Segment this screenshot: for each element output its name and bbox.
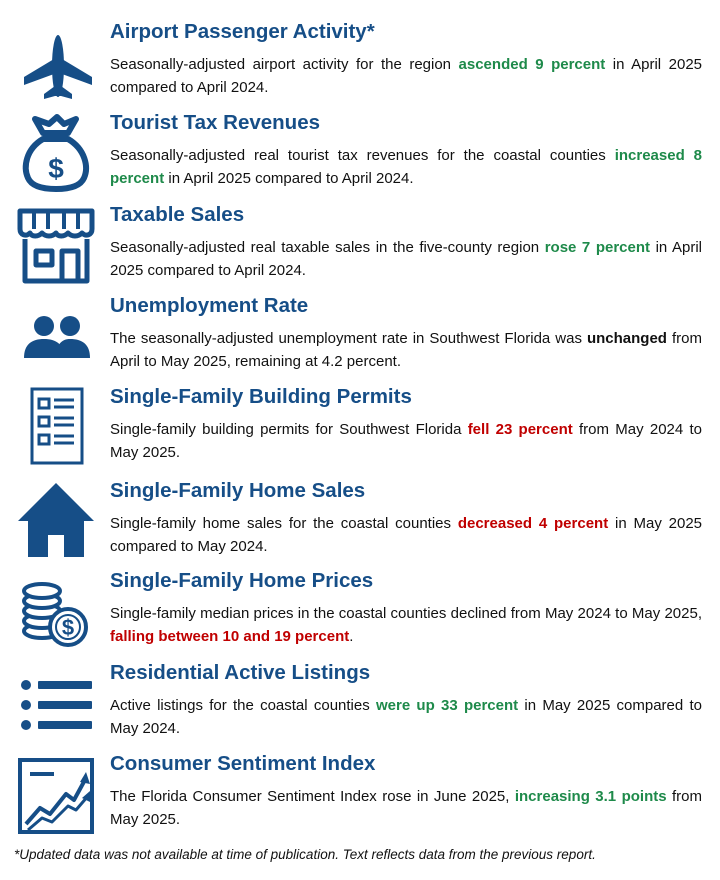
svg-text:$: $ <box>61 615 75 640</box>
house-icon <box>14 479 98 563</box>
item-title: Airport Passenger Activity* <box>110 20 375 43</box>
item-highlight: fell 23 percent <box>467 421 573 438</box>
checklist-document-icon <box>14 385 98 469</box>
item-title: Single-Family Building Permits <box>110 385 412 408</box>
item-highlight: decreased 4 percent <box>457 515 609 532</box>
item-highlight: rose 7 percent <box>544 239 651 256</box>
item-title: Single-Family Home Prices <box>110 569 374 592</box>
item-description: Single-family building permits for Southwest Florida fell 23 percent from May 2024 to May 2025. <box>110 421 702 461</box>
item-title: Single-Family Home Sales <box>110 479 366 502</box>
item-highlight: unchanged <box>586 330 667 347</box>
coins-icon <box>14 571 98 655</box>
item-description: Single-family home sales for the coastal counties decreased 4 percent in May 2025 compared to May 2024. <box>110 515 703 555</box>
svg-text:$: $ <box>48 153 64 184</box>
item-title: Taxable Sales <box>110 203 245 226</box>
item-highlight: increasing 3.1 points <box>514 788 667 805</box>
footnote: *Updated data was not available at time of publication. Text reflects data from the previous report. <box>14 847 596 862</box>
item-title: Unemployment Rate <box>110 294 309 317</box>
item-highlight: were up 33 percent <box>375 697 519 714</box>
airplane-icon <box>14 26 98 110</box>
item-description: The Florida Consumer Sentiment Index rose in June 2025, increasing 3.1 points from May 2025. <box>110 788 703 828</box>
money-bag-icon <box>14 111 98 195</box>
item-highlight: ascended 9 percent <box>458 56 606 73</box>
item-description: Seasonally-adjusted real taxable sales in the five-county region rose 7 percent in April 2025 compared to April 2024. <box>110 239 702 279</box>
trend-chart-icon <box>14 754 98 838</box>
item-description: Active listings for the coastal counties were up 33 percent in May 2025 compared to May 2024. <box>110 697 703 737</box>
item-description: Seasonally-adjusted real tourist tax revenues for the coastal counties increased 8 percent in April 2025 compared to April 2024. <box>110 147 702 187</box>
item-description: The seasonally-adjusted unemployment rate in Southwest Florida was unchanged from April to May 2025, remaining at 4.2 percent. <box>110 330 702 370</box>
item-title: Consumer Sentiment Index <box>110 752 376 775</box>
list-icon <box>14 661 98 745</box>
item-title: Tourist Tax Revenues <box>110 111 320 134</box>
storefront-icon <box>14 205 98 289</box>
item-highlight: increased 8 percent <box>110 147 702 187</box>
people-icon <box>14 294 98 378</box>
item-highlight: falling between 10 and 19 percent <box>110 628 350 645</box>
item-title: Residential Active Listings <box>110 661 371 684</box>
item-description: Seasonally-adjusted airport activity for the region ascended 9 percent in April 2025 compared to April 2024. <box>110 56 702 96</box>
item-description: Single-family median prices in the coastal counties declined from May 2024 to May 2025, falling between 10 and 19 percent. <box>110 605 702 645</box>
